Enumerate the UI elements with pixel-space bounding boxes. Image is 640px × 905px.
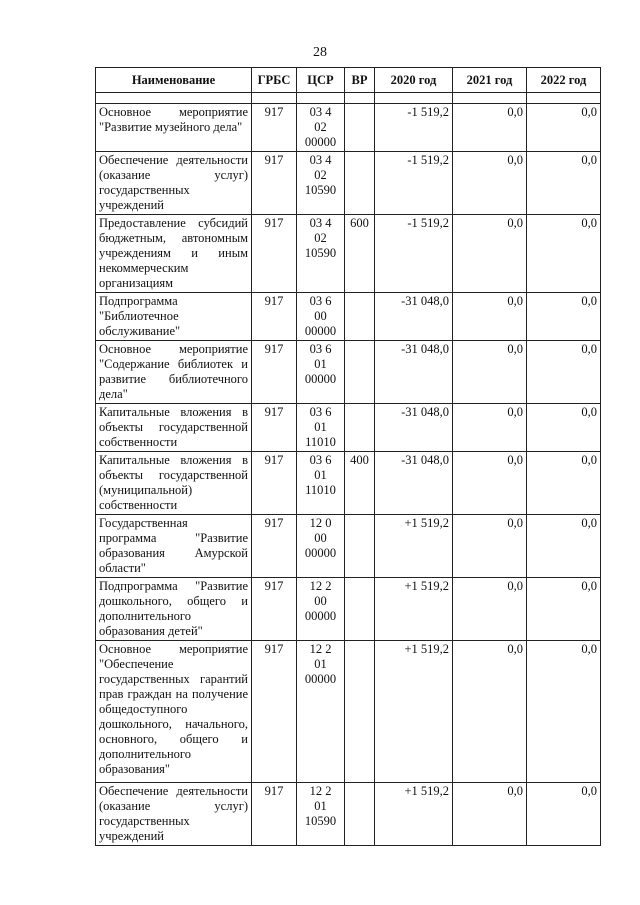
cell-grbs: 917	[252, 215, 297, 293]
cell-csr: 03 6 01 11010	[297, 452, 345, 515]
table-row	[96, 783, 601, 846]
cell-2021: 0,0	[453, 452, 527, 515]
table-row	[96, 341, 601, 404]
header-2020: 2020 год	[375, 68, 453, 93]
cell-2021: 0,0	[453, 578, 527, 641]
cell-2021: 0,0	[453, 404, 527, 452]
cell-vr	[345, 641, 375, 783]
cell-2021: 0,0	[453, 341, 527, 404]
cell-2020: -1 519,2	[375, 215, 453, 293]
cell-2020: +1 519,2	[375, 578, 453, 641]
cell-name: Основное мероприятие "Развитие музейного дела"	[96, 104, 252, 152]
cell-name: Обеспечение деятельности (оказание услуг) государственных учреждений	[96, 152, 252, 215]
cell-csr: 12 2 00 00000	[297, 578, 345, 641]
cell-2022: 0,0	[527, 104, 601, 152]
table-row	[96, 641, 601, 783]
table-row	[96, 578, 601, 641]
cell-2021: 0,0	[453, 215, 527, 293]
cell-vr	[345, 341, 375, 404]
cell-name: Капитальные вложения в объекты государственной (муниципальной) собственности	[96, 452, 252, 515]
table-row	[96, 152, 601, 215]
cell-vr	[345, 578, 375, 641]
table-row	[96, 104, 601, 152]
cell-2022: 0,0	[527, 293, 601, 341]
cell-name: Государственная программа "Развитие образования Амурской области"	[96, 515, 252, 578]
cell-grbs: 917	[252, 341, 297, 404]
table-row	[96, 515, 601, 578]
table-row	[96, 215, 601, 293]
cell-2020: -31 048,0	[375, 404, 453, 452]
cell-name: Предоставление субсидий бюджетным, автономным учреждениям и иным некоммерческим организациям	[96, 215, 252, 293]
cell-2021: 0,0	[453, 515, 527, 578]
cell-2022: 0,0	[527, 641, 601, 783]
cell-grbs: 917	[252, 152, 297, 215]
header-vr: ВР	[345, 68, 375, 93]
cell-grbs: 917	[252, 452, 297, 515]
cell-2022: 0,0	[527, 515, 601, 578]
table-row	[96, 452, 601, 515]
cell-2022: 0,0	[527, 215, 601, 293]
cell-name: Основное мероприятие "Обеспечение государственных гарантий прав граждан на получение общедоступного дошкольного, начального, основного, общего и дополнительного образования"	[96, 641, 252, 783]
cell-grbs: 917	[252, 515, 297, 578]
page-number: 28	[313, 45, 327, 60]
cell-vr	[345, 515, 375, 578]
cell-2022: 0,0	[527, 578, 601, 641]
cell-2020: -31 048,0	[375, 341, 453, 404]
cell-2022: 0,0	[527, 783, 601, 846]
cell-2022: 0,0	[527, 404, 601, 452]
cell-2020: +1 519,2	[375, 515, 453, 578]
cell-csr: 03 4 02 10590	[297, 152, 345, 215]
cell-grbs: 917	[252, 104, 297, 152]
cell-vr	[345, 783, 375, 846]
cell-2020: +1 519,2	[375, 641, 453, 783]
cell-2021: 0,0	[453, 641, 527, 783]
cell-csr: 12 2 01 00000	[297, 641, 345, 783]
header-csr: ЦСР	[297, 68, 345, 93]
cell-csr: 03 4 02 10590	[297, 215, 345, 293]
cell-vr: 600	[345, 215, 375, 293]
cell-grbs: 917	[252, 641, 297, 783]
cell-grbs: 917	[252, 783, 297, 846]
cell-name: Обеспечение деятельности (оказание услуг) государственных учреждений	[96, 783, 252, 846]
cell-2020: -1 519,2	[375, 104, 453, 152]
cell-csr: 12 2 01 10590	[297, 783, 345, 846]
cell-csr: 03 6 00 00000	[297, 293, 345, 341]
cell-vr: 400	[345, 452, 375, 515]
cell-2020: +1 519,2	[375, 783, 453, 846]
table-row	[96, 293, 601, 341]
cell-2020: -31 048,0	[375, 293, 453, 341]
cell-name: Подпрограмма "Библиотечное обслуживание"	[96, 293, 252, 341]
header-name: Наименование	[96, 68, 252, 93]
cell-vr	[345, 152, 375, 215]
header-2021: 2021 год	[453, 68, 527, 93]
cell-2022: 0,0	[527, 452, 601, 515]
cell-vr	[345, 293, 375, 341]
header-grbs: ГРБС	[252, 68, 297, 93]
cell-vr	[345, 104, 375, 152]
cell-2021: 0,0	[453, 293, 527, 341]
cell-grbs: 917	[252, 293, 297, 341]
cell-csr: 03 6 01 11010	[297, 404, 345, 452]
cell-2022: 0,0	[527, 341, 601, 404]
budget-table	[95, 67, 601, 846]
cell-csr: 12 0 00 00000	[297, 515, 345, 578]
cell-2021: 0,0	[453, 104, 527, 152]
cell-csr: 03 6 01 00000	[297, 341, 345, 404]
header-2022: 2022 год	[527, 68, 601, 93]
table-header-row	[96, 68, 601, 93]
cell-2020: -31 048,0	[375, 452, 453, 515]
cell-name: Основное мероприятие "Содержание библиотек и развитие библиотечного дела"	[96, 341, 252, 404]
cell-name: Капитальные вложения в объекты государственной собственности	[96, 404, 252, 452]
cell-grbs: 917	[252, 404, 297, 452]
cell-2021: 0,0	[453, 152, 527, 215]
cell-vr	[345, 404, 375, 452]
cell-2021: 0,0	[453, 783, 527, 846]
cell-2022: 0,0	[527, 152, 601, 215]
cell-grbs: 917	[252, 578, 297, 641]
spacer-row	[96, 93, 601, 104]
cell-name: Подпрограмма "Развитие дошкольного, общего и дополнительного образования детей"	[96, 578, 252, 641]
cell-2020: -1 519,2	[375, 152, 453, 215]
table-row	[96, 404, 601, 452]
cell-csr: 03 4 02 00000	[297, 104, 345, 152]
